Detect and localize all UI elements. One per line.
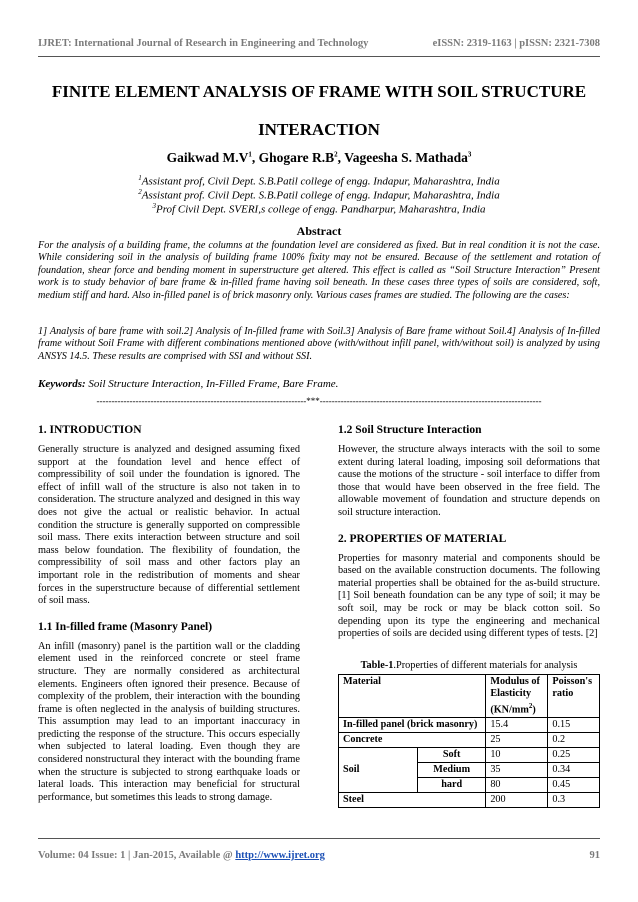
author-2: Ghogare R.B xyxy=(258,150,335,165)
abstract-paragraph-2: 1] Analysis of bare frame with soil.2] Analysis of In-filled frame with Soil.3] Analysis of Bare frame without Soil.4] Analysis of In-filled frame without Soil Frame with different combinations mentioned above (with/without infill panel, with/without soil) is analyzed by using ANSYS 14.5. These results are comprised with SSI and without SSI. xyxy=(38,326,600,362)
keywords xyxy=(38,378,600,390)
affiliation-2-sup: 2 xyxy=(138,188,142,196)
row-hard-label: hard xyxy=(418,778,486,793)
row-soft-nu: 0.25 xyxy=(548,748,600,763)
section-1-2-text: However, the structure always interacts with the soil to some extent during lateral loading, imposing soil deformations that cause the motions of the structure - soil interface to differ from those that would have been observed in the free field. The allowable movement of foundation and structure depends on soil structure interaction. xyxy=(338,444,600,518)
row-medium-label: Medium xyxy=(418,763,486,778)
table-row xyxy=(339,793,600,808)
row-concrete-nu: 0.2 xyxy=(548,733,600,748)
row-soft-label: Soft xyxy=(418,748,486,763)
row-hard-nu: 0.45 xyxy=(548,778,600,793)
abstract-heading: Abstract xyxy=(296,224,342,238)
header-modulus-l2: Elasticity xyxy=(490,688,532,699)
header-rule xyxy=(38,56,600,57)
section-1-1-heading: 1.1 In-filled frame (Masonry Panel) xyxy=(38,620,213,633)
header-modulus-unit-wrap xyxy=(490,700,543,716)
right-column xyxy=(338,424,600,641)
affiliation-3-text: Prof Civil Dept. SVERI,s college of engg. Pandharpur, Maharashtra, India xyxy=(155,203,486,216)
title-line-2: INTERACTION xyxy=(258,120,380,139)
row-medium-e: 35 xyxy=(486,763,548,778)
material-properties-table xyxy=(338,674,600,808)
table-row xyxy=(339,718,600,733)
footer-link[interactable]: http://www.ijret.org xyxy=(235,850,325,861)
header-poisson-l1: Poisson's xyxy=(552,676,593,687)
affiliation-1-text: Assistant prof, Civil Dept. S.B.Patil college of engg. Indapur, Maharashtra, India xyxy=(141,175,500,188)
journal-name: IJRET: International Journal of Research in Engineering and Technology xyxy=(38,38,369,49)
affiliation-3 xyxy=(38,200,600,217)
table-caption-label: Table-1 xyxy=(360,660,394,671)
author-1-sup: 1 xyxy=(248,150,252,159)
author-sep-1: , xyxy=(251,150,259,165)
row-medium-nu: 0.34 xyxy=(548,763,600,778)
affiliation-3-sup: 3 xyxy=(152,202,156,210)
affiliation-2-text: Assistant prof. Civil Dept. S.B.Patil college of engg. Indapur, Maharashtra, India xyxy=(141,189,500,202)
section-1-heading: 1. INTRODUCTION xyxy=(38,424,142,436)
table-caption-text: .Properties of different materials for analysis xyxy=(393,660,578,671)
author-sep-2: , xyxy=(337,150,345,165)
row-infill-nu: 0.15 xyxy=(548,718,600,733)
author-3: Vageesha S. Mathada xyxy=(344,150,468,165)
footer-volume xyxy=(38,850,325,861)
paper-title xyxy=(38,78,600,144)
header-modulus-unit: (KN/mm xyxy=(490,704,529,716)
table-caption xyxy=(338,660,600,671)
row-concrete-e: 25 xyxy=(486,733,548,748)
author-2-sup: 2 xyxy=(334,150,338,159)
left-column xyxy=(38,424,300,804)
section-1-1-text: An infill (masonry) panel is the partition wall or the cladding element used in the reinforced concrete or steel frame structure. They are normally considered as architectural elements. Engineers often ignored their presence. Because of complexity of the problem, their interaction with the bounding frame is often neglected in the analysis of building structures. This assumption may lead to an important inaccuracy in predicting the response of the structure. This occurs especially when subjected to lateral loading. Even though they are considered nonstructural they interact with the bounding frame when the structure is subjected to strong earthquake loads or lateral loads. This interaction may beneficial for structural performance, but sometimes this leads to strong damage. xyxy=(38,640,300,803)
keywords-label: Keywords: xyxy=(38,378,86,390)
header-modulus-close: ) xyxy=(532,704,536,716)
title-line-1: FINITE ELEMENT ANALYSIS OF FRAME WITH SOIL STRUCTURE xyxy=(51,82,587,101)
row-hard-e: 80 xyxy=(486,778,548,793)
footer-volume-text: Volume: 04 Issue: 1 | Jan-2015, Available @ xyxy=(38,850,236,861)
header-poisson-l2: ratio xyxy=(552,688,574,699)
issn: eISSN: 2319-1163 | pISSN: 2321-7308 xyxy=(432,38,600,49)
header-modulus-sup: 2 xyxy=(528,702,533,710)
table-row xyxy=(339,748,600,763)
section-1-2-heading: 1.2 Soil Structure Interaction xyxy=(338,424,482,436)
author-3-sup: 3 xyxy=(467,150,472,159)
section-2-heading: 2. PROPERTIES OF MATERIAL xyxy=(338,532,507,545)
row-soft-e: 10 xyxy=(486,748,548,763)
row-steel-label: Steel xyxy=(339,793,486,808)
section-2-text: Properties for masonry material and components should be based on the available construction documents. The following material properties shall be obtained for the as-build structure. [1] Soil beneath foundation can be any type of soil; it may be soft soil, may be rock or may be black cotton soil. So depending upon its type the engineering and mechanical properties of soils are decided using different types of tests. [2] xyxy=(338,552,600,640)
row-soil-label: Soil xyxy=(339,748,418,793)
author-list xyxy=(38,150,600,166)
row-steel-e: 200 xyxy=(486,793,548,808)
keywords-text: Soil Structure Interaction, In-Filled Frame, Bare Frame. xyxy=(85,378,339,390)
page-number: 91 xyxy=(589,850,600,861)
header-poisson xyxy=(548,675,600,718)
table-header-row xyxy=(339,675,600,718)
footer-rule xyxy=(38,838,600,839)
row-steel-nu: 0.3 xyxy=(548,793,600,808)
row-infill-label: In-filled panel (brick masonry) xyxy=(339,718,486,733)
header-modulus xyxy=(486,675,548,718)
affiliation-1-sup: 1 xyxy=(138,174,142,182)
abstract-paragraph-1: For the analysis of a building frame, the columns at the foundation level are considered as fixed. But in real condition it is not the case. While considering soil in the analysis of building frame 100% fixity may not be ensured. Because of the settlement and rotation of foundation, shear force and bending moment in superstructure get altered. This effect is called as “Soil Structure Interaction” Present work is to study behavior of bare frame & in-filled frame having soil beneath. In these cases three types of soils are considered, soft, medium stiff and hard. Also in-filled panel is of brick masonry only. Various cases frames are studied. The following are the cases: xyxy=(38,240,600,301)
author-1: Gaikwad M.V xyxy=(166,150,249,165)
table-row xyxy=(339,733,600,748)
row-infill-e: 15.4 xyxy=(486,718,548,733)
row-concrete-label: Concrete xyxy=(339,733,486,748)
section-separator: ----------------------------------------------------------------------***-------------------------------------------------------------------------- xyxy=(96,396,542,406)
section-1-text: Generally structure is analyzed and designed assuming fixed support at the foundation level and hence effect of compressibility of soil under the foundation is ignored. The effect of infill wall of the structure is also not taken in to consideration. The structure analyzed and designed in this way does not give the actual or realistic behavior. In actual condition the structure is generally supported on compressible soil mass. There exits interaction between structure and soil mass below foundation. The flexibility of foundation, the compressibility of soil mass and other factors play an important role in the redistribution of moments and shear forces in the superstructure because of differential settlement of soil mass. xyxy=(38,444,300,607)
header-modulus-l1: Modulus of xyxy=(490,676,540,687)
header-material: Material xyxy=(339,675,486,718)
